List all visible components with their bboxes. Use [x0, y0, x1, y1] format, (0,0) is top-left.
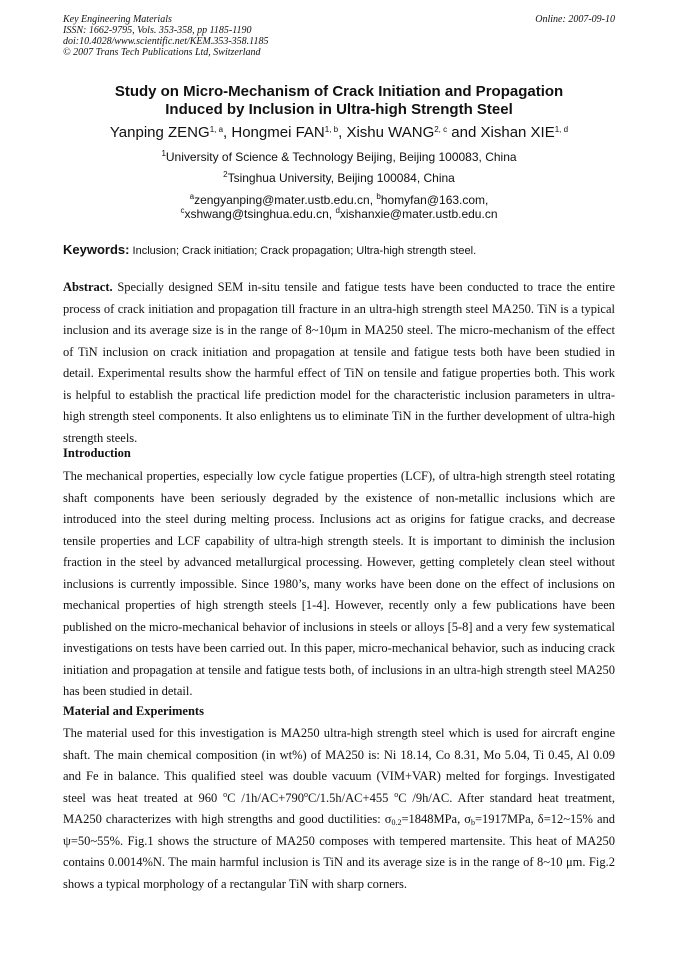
abstract-label: Abstract. — [63, 280, 113, 294]
degree-sup: o — [304, 789, 308, 799]
email-sup: b — [376, 192, 381, 201]
author-separator: , — [338, 124, 347, 141]
email-line-2 — [30, 207, 648, 221]
email-address[interactable]: xshwang@tsinghua.edu.cn, — [184, 207, 336, 221]
abstract-text: Specially designed SEM in-situ tensile and fatigue tests have been conducted to trace the entire process of crack initiation and propagation till fracture in an ultra-high strength steel MA250. TiN is a typical inclusion and its average size is in the range of 8~10μm in MA250 steel. The micro-mechanism of the effect of TiN inclusion on crack initiation and propagation at tensile and fatigue tests both have been studied in detail. Experimental results show the harmful effect of TiN on tensile and fatigue properties both. This work is helpful to establish the practical life prediction model for the characteristic inclusion parameters in ultra-high strength steel components. It also enlightens us to eliminate TiN in the further development of ultra-high strength steels. — [63, 280, 616, 445]
materials-heading: Material and Experiments — [63, 704, 204, 718]
abstract-paragraph — [63, 277, 615, 449]
author-name: Xishan XIE — [480, 124, 555, 141]
affiliation-2 — [30, 171, 648, 185]
keywords-label: Keywords: — [63, 242, 130, 257]
email-sup: d — [335, 206, 340, 215]
degree-sup: o — [394, 789, 399, 799]
email-sup: a — [189, 192, 195, 201]
journal-name: Key Engineering Materials — [63, 14, 172, 25]
author-separator: and — [447, 124, 481, 141]
keywords-text: Inclusion; Crack initiation; Crack propagation; Ultra-high strength steel. — [132, 245, 477, 257]
materials-text: C/1.5h/AC+455 — [308, 790, 395, 805]
materials-text: C /9h/AC. After standard heat treatment, MA250 characterizes with high strengths and good ductilities: σ — [63, 790, 615, 826]
email-block — [30, 193, 648, 221]
degree-sup: o — [223, 789, 228, 799]
author-sup: 1, a — [209, 125, 224, 134]
tensile-subscript: b — [471, 818, 475, 827]
online-date: Online: 2007-09-10 — [535, 14, 615, 25]
author-name: Yanping ZENG — [109, 124, 210, 141]
author-list — [20, 124, 658, 142]
issn-line: ISSN: 1662-9795, Vols. 353-358, pp 1185-1190 — [63, 25, 252, 36]
paper-title — [40, 83, 638, 119]
author-sup: 2, c — [434, 125, 448, 134]
copyright-line: © 2007 Trans Tech Publications Ltd, Switzerland — [63, 47, 261, 58]
materials-text: C /1h/AC+790 — [227, 790, 304, 805]
email-address[interactable]: xishanxie@mater.ustb.edu.cn — [339, 207, 498, 221]
introduction-paragraph: The mechanical properties, especially low cycle fatigue properties (LCF), of ultra-high strength steel rotating shaft components have been seriously degraded by the existence of non-metallic inclusions which are introduced into the steel during melting process. Inclusions act as origins for fatigue cracks, and decrease tensile properties and LCF capability of ultra-high strength steels. It is important to diminish the inclusion fraction in the steel by advanced metallurgical processing. However, getting completely clean steel without inclusions is currently impossible. Since 1980’s, many works have been done on the effect of inclusions on mechanical properties of high strength steels [1-4]. However, recently only a few publications have been published on the micro-mechanical behavior of inclusions in steels or alloys [5-8] and a very few systematical investigations on tests have been carried out. In this paper, micro-mechanical behavior, such as inducing crack initiation and propagation at tensile and fatigue tests both, of inclusions in an ultra-high strength steel MA250 has been studied in detail. — [63, 469, 615, 698]
author-sup: 1, b — [324, 125, 339, 134]
affiliation-text: Tsinghua University, Beijing 100084, China — [227, 171, 455, 185]
title-line-1: Study on Micro-Mechanism of Crack Initiation and Propagation — [114, 83, 564, 100]
materials-text: The material used for this investigation is MA250 ultra-high strength steel which is used for aircraft engine shaft. The main chemical composition (in wt%) of MA250 is: Ni 18.14, Co 8.31, Mo 5.04, Ti 0.45, Al 0.09 and Fe in balance. This qualified steel was double vacuum (VIM+VAR) melted for forgings. Investigated steel was heat treated at 960 — [63, 726, 615, 805]
keywords-line — [63, 243, 615, 258]
materials-paragraph — [63, 723, 615, 895]
email-address[interactable]: zengyanping@mater.ustb.edu.cn, — [194, 193, 377, 207]
author-separator: , — [223, 124, 232, 141]
title-line-2: Induced by Inclusion in Ultra-high Strength Steel — [165, 101, 513, 118]
materials-text: =1848MPa, σ — [401, 812, 471, 826]
author-sup: 1, d — [554, 125, 569, 134]
email-sup: c — [180, 206, 185, 215]
email-address[interactable]: homyfan@163.com, — [380, 193, 489, 207]
affiliation-sup: 2 — [223, 170, 228, 179]
introduction-heading: Introduction — [63, 446, 131, 460]
author-name: Hongmei FAN — [231, 124, 325, 141]
affiliation-1 — [30, 150, 648, 164]
email-line-1 — [30, 193, 648, 207]
page-header — [63, 14, 615, 58]
yield-subscript: 0.2 — [391, 818, 402, 827]
affiliation-sup: 1 — [161, 149, 166, 158]
doi-line: doi:10.4028/www.scientific.net/KEM.353-358.1185 — [63, 36, 269, 47]
author-name: Xishu WANG — [346, 124, 435, 141]
materials-text: =1917MPa, δ=12~15% and ψ=50~55%. Fig.1 shows the structure of MA250 composes with tempered martensite. This heat of MA250 contains 0.0014%N. The main harmful inclusion is TiN and its average size is in the range of 8~10 μm. Fig.2 shows a typical morphology of a rectangular TiN with sharp corners. — [63, 812, 615, 891]
affiliation-text: University of Science & Technology Beijing, Beijing 100083, China — [165, 150, 517, 164]
